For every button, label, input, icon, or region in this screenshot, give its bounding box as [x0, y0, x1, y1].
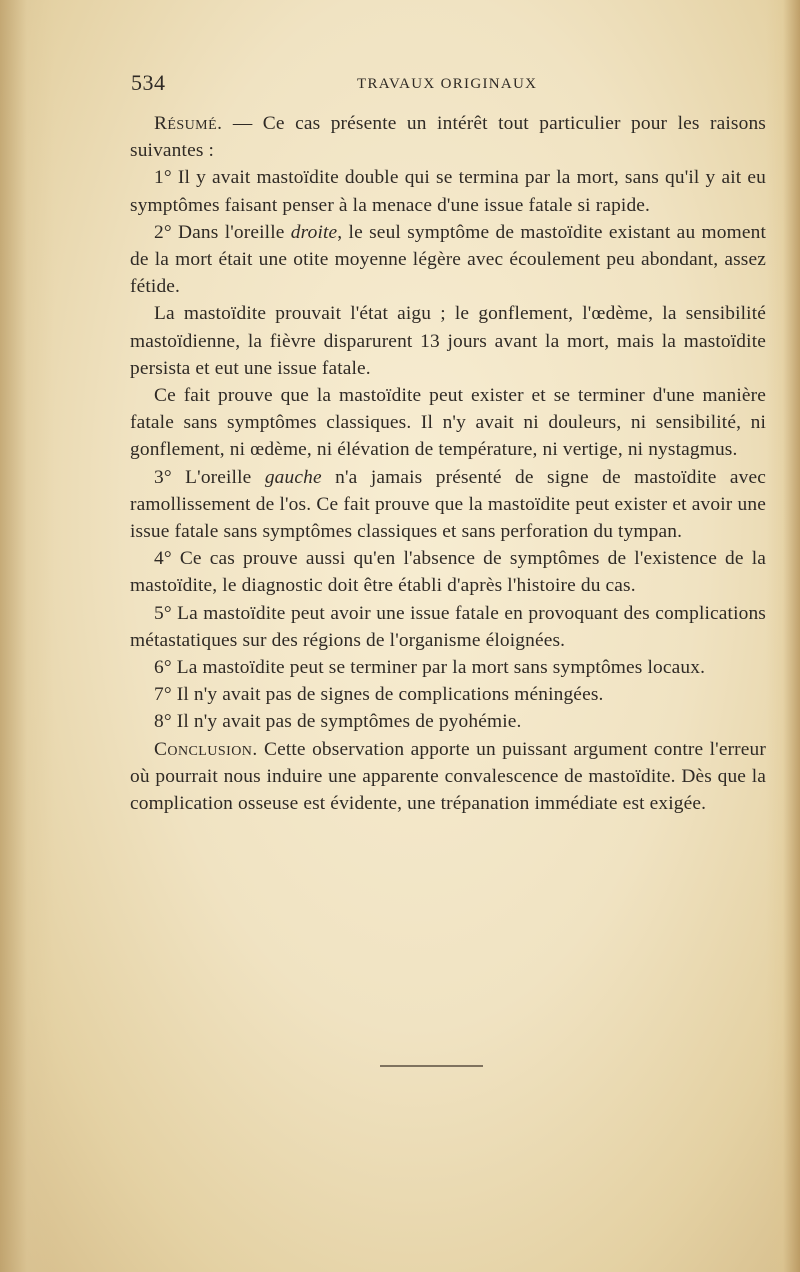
summary-intro-text: — Ce cas présente un intérêt tout particulier pour les raisons suivantes : — [130, 113, 766, 162]
point-5-paragraph: 5° La mastoïdite peut avoir une issue fatale en provoquant des complications métastatiques sur des régions de l'organisme éloignées. — [130, 602, 766, 651]
point-3-emphasis: gauche — [264, 466, 322, 488]
page-number: 534 — [131, 70, 166, 95]
summary-label: Résumé. — [154, 113, 223, 134]
point-3-paragraph — [130, 464, 766, 546]
point-7-paragraph: 7° Il n'y avait pas de signes de complications méningées. — [154, 684, 604, 706]
running-title: TRAVAUX ORIGINAUX — [357, 76, 538, 92]
end-rule — [380, 1065, 483, 1067]
fact-paragraph: Ce fait prouve que la mastoïdite peut exister et se terminer d'une manière fatale sans symptômes classiques. Il n'y avait ni douleurs, ni sensibilité, ni gonflement, ni œdème, ni élévation de température, ni vertige, ni nystagmus. — [130, 385, 766, 461]
point-2-paragraph — [130, 219, 766, 301]
acute-state-paragraph: La mastoïdite prouvait l'état aigu ; le gonflement, l'œdème, la sensibilité mastoïdienne, la fièvre disparurent 13 jours avant la mort, mais la mastoïdite persista et eut une issue fatale. — [130, 303, 766, 379]
point-2-emphasis: droite — [290, 221, 338, 243]
point-2-text-after: , le seul symptôme de mastoïdite existant au moment de la mort était une otite moyenne légère avec écoulement peu abondant, assez fétide. — [130, 221, 767, 298]
conclusion-label: Conclusion. — [154, 738, 258, 760]
body-text — [130, 110, 766, 817]
conclusion-paragraph — [130, 736, 766, 818]
conclusion-text: Cette observation apporte un puissant argument contre l'erreur où pourrait nous induire une apparente convalescence de mastoïdite. Dès que la complication osseuse est évidente, une trépanation immédiate est exigée. — [130, 738, 766, 815]
summary-intro-paragraph — [130, 110, 766, 164]
point-6-paragraph: 6° La mastoïdite peut se terminer par la mort sans symptômes locaux. — [154, 657, 706, 679]
point-4-paragraph: 4° Ce cas prouve aussi qu'en l'absence de symptômes de l'existence de la mastoïdite, le diagnostic doit être établi d'après l'histoire du cas. — [130, 548, 766, 597]
point-2-text-before: 2° Dans l'oreille — [154, 221, 291, 243]
point-8-paragraph: 8° Il n'y avait pas de symptômes de pyohémie. — [154, 711, 522, 733]
point-3-text-after: n'a jamais présenté de signe de mastoïdite avec ramollissement de l'os. Ce fait prouve que la mastoïdite peut exister et avoir une issue fatale sans symptômes classiques et sans perforation du tympan. — [130, 466, 766, 543]
point-1-paragraph: 1° Il y avait mastoïdite double qui se termina par la mort, sans qu'il y ait eu symptômes faisant penser à la menace d'une issue fatale si rapide. — [130, 167, 766, 216]
point-3-text-before: 3° L'oreille — [154, 466, 265, 488]
running-head — [131, 68, 765, 98]
